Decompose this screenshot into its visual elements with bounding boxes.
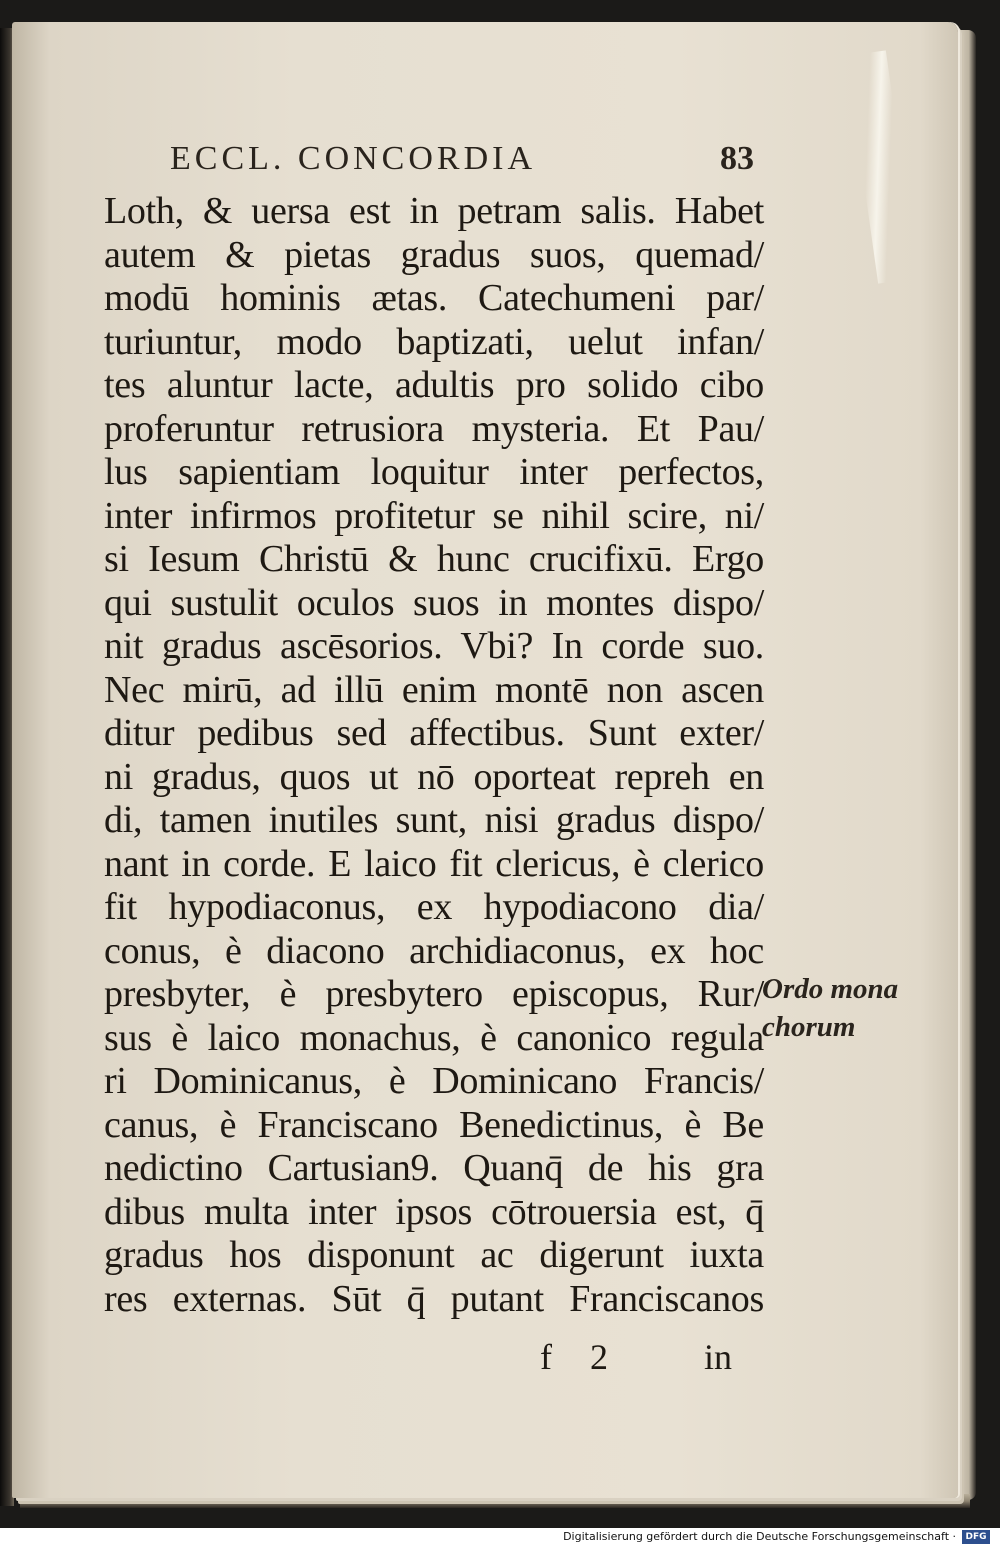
running-header: [170, 140, 770, 184]
text-line: dibus multa inter ipsos cōtrouersia est, q̄: [104, 1190, 764, 1233]
text-line: ni gradus, quos ut nō oporteat repreh en: [104, 755, 764, 798]
text-line: canus, è Franciscano Benedictinus, è Be: [104, 1103, 764, 1146]
page-fore-edge: [958, 30, 976, 1500]
text-line: Nec mirū, ad illū enim montē non ascen: [104, 668, 764, 711]
text-line: nit gradus ascēsorios. Vbi? In corde suo.: [104, 625, 764, 667]
page-number: 83: [720, 140, 754, 177]
running-title: ECCL. CONCORDIA: [170, 140, 537, 177]
text-line: nedictino Cartusian9. Quanq̄ de his gra: [104, 1147, 764, 1189]
text-line: proferuntur retrusiora mysteria. Et Pau/: [104, 407, 764, 450]
marginal-note-line: Ordo mona: [762, 973, 899, 1005]
text-line: ri Dominicanus, è Dominicano Francis/: [104, 1060, 764, 1102]
catchword: in: [704, 1337, 733, 1377]
text-line: presbyter, è presbytero episcopus, Rur/: [104, 973, 764, 1015]
text-line: ditur pedibus sed affectibus. Sunt exter/: [104, 712, 764, 754]
text-line: turiuntur, modo baptizati, uelut infan/: [104, 320, 764, 363]
text-line: res externas. Sūt q̄ putant Franciscanos: [104, 1277, 764, 1320]
text-line: di, tamen inutiles sunt, nisi gradus dispo/: [104, 799, 764, 841]
text-line: sus è laico monachus, è canonico regula: [104, 1016, 764, 1059]
signature-number: 2: [590, 1337, 608, 1377]
page-crease: [846, 50, 918, 283]
text-line: lus sapientiam loquitur inter perfectos,: [104, 451, 764, 493]
text-line: nant in corde. E laico fit clericus, è clerico: [104, 842, 764, 885]
text-line: Loth, & uersa est in petram salis. Habet: [104, 190, 764, 232]
funding-credit: Digitalisierung gefördert durch die Deutsche Forschungsgemeinschaft ·: [563, 1530, 956, 1543]
marginal-note: [762, 970, 942, 1046]
signature-letter: f: [540, 1337, 552, 1377]
text-line: si Iesum Christū & hunc crucifixū. Ergo: [104, 538, 764, 580]
marginal-note-line: chorum: [762, 1011, 856, 1043]
text-body: [104, 190, 764, 1321]
text-line: qui sustulit oculos suos in montes dispo/: [104, 581, 764, 624]
text-line: modū hominis ætas. Catechumeni par/: [104, 277, 764, 319]
text-line: gradus hos disponunt ac digerunt iuxta: [104, 1234, 764, 1276]
dfg-logo: DFG: [962, 1530, 990, 1544]
text-line: tes aluntur lacte, adultis pro solido cibo: [104, 364, 764, 406]
text-line: autem & pietas gradus suos, quemad/: [104, 233, 764, 276]
text-line: fit hypodiaconus, ex hypodiacono dia/: [104, 886, 764, 928]
text-line: inter infirmos profitetur se nihil scire, ni/: [104, 494, 764, 537]
signature-line: [540, 1336, 750, 1380]
text-line: conus, è diacono archidiaconus, ex hoc: [104, 929, 764, 972]
